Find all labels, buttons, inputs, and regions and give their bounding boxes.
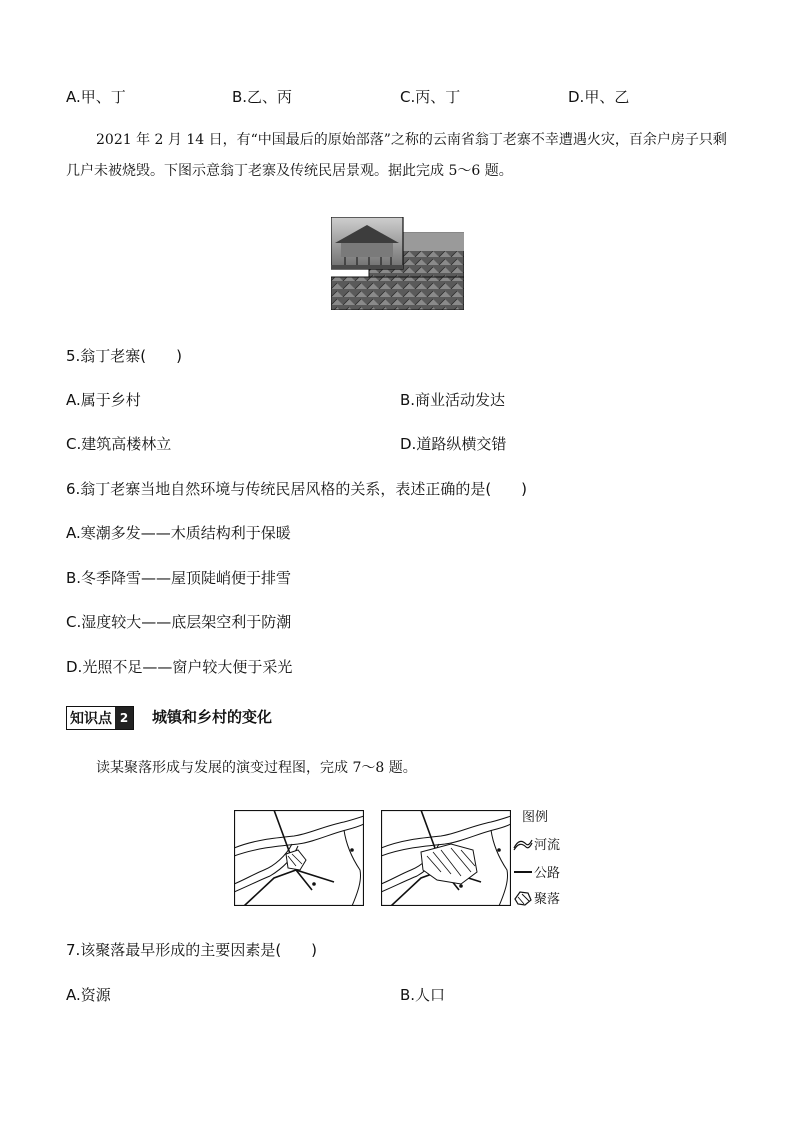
settlement-symbol-icon [512,889,534,907]
badge-label: 知识点 [67,707,115,729]
road-symbol-icon [512,864,534,880]
option-d-prev: D.甲、乙 [568,88,630,106]
section-title: 城镇和乡村的变化 [152,708,273,726]
q5-option-b: B.商业活动发达 [400,391,506,409]
q7-option-a: A.资源 [66,986,111,1004]
settlement-map-early [234,810,364,906]
q5-option-d: D.道路纵横交错 [400,435,507,453]
settlement-map-later [381,810,511,906]
intro-paragraph-5-6: 2021 年 2 月 14 日，有“中国最后的原始部落”之称的云南省翁丁老寨不幸遭遇火灾，百余户房子只剩几户未被烧毁。下图示意翁丁老寨及传统民居景观。据此完成 5～6 题。 [66,132,727,179]
q6-option-b: B.冬季降雪——屋顶陡峭便于排雪 [66,569,292,587]
q5-stem: 5.翁丁老寨( ) [66,347,183,365]
legend-title: 图例 [522,810,549,825]
q5-option-c: C.建筑高楼林立 [66,435,172,453]
legend-road [512,862,560,881]
badge-number: 2 [115,707,133,729]
legend-settlement-label: 聚落 [534,892,561,907]
q6-option-d: D.光照不足——窗户较大便于采光 [66,658,293,676]
village-photo [331,217,464,310]
option-a-prev: A.甲、丁 [66,88,126,106]
legend-river [512,834,560,853]
option-c-prev: C.丙、丁 [400,88,461,106]
legend-settlement [512,888,560,907]
q6-option-a: A.寒潮多发——木质结构利于保暖 [66,524,291,542]
q6-stem: 6.翁丁老寨当地自然环境与传统民居风格的关系，表述正确的是( ) [66,480,528,498]
knowledge-point-badge [66,706,134,730]
q5-option-a: A.属于乡村 [66,391,141,409]
river-symbol-icon [512,836,534,852]
q6-option-c: C.湿度较大——底层架空利于防潮 [66,613,292,631]
legend-river-label: 河流 [534,838,561,853]
legend-road-label: 公路 [534,866,561,881]
q7-stem: 7.该聚落最早形成的主要因素是( ) [66,941,318,959]
q7-option-b: B.人口 [400,986,446,1004]
option-b-prev: B.乙、丙 [232,88,293,106]
intro-paragraph-7-8: 读某聚落形成与发展的演变过程图，完成 7～8 题。 [96,760,417,776]
